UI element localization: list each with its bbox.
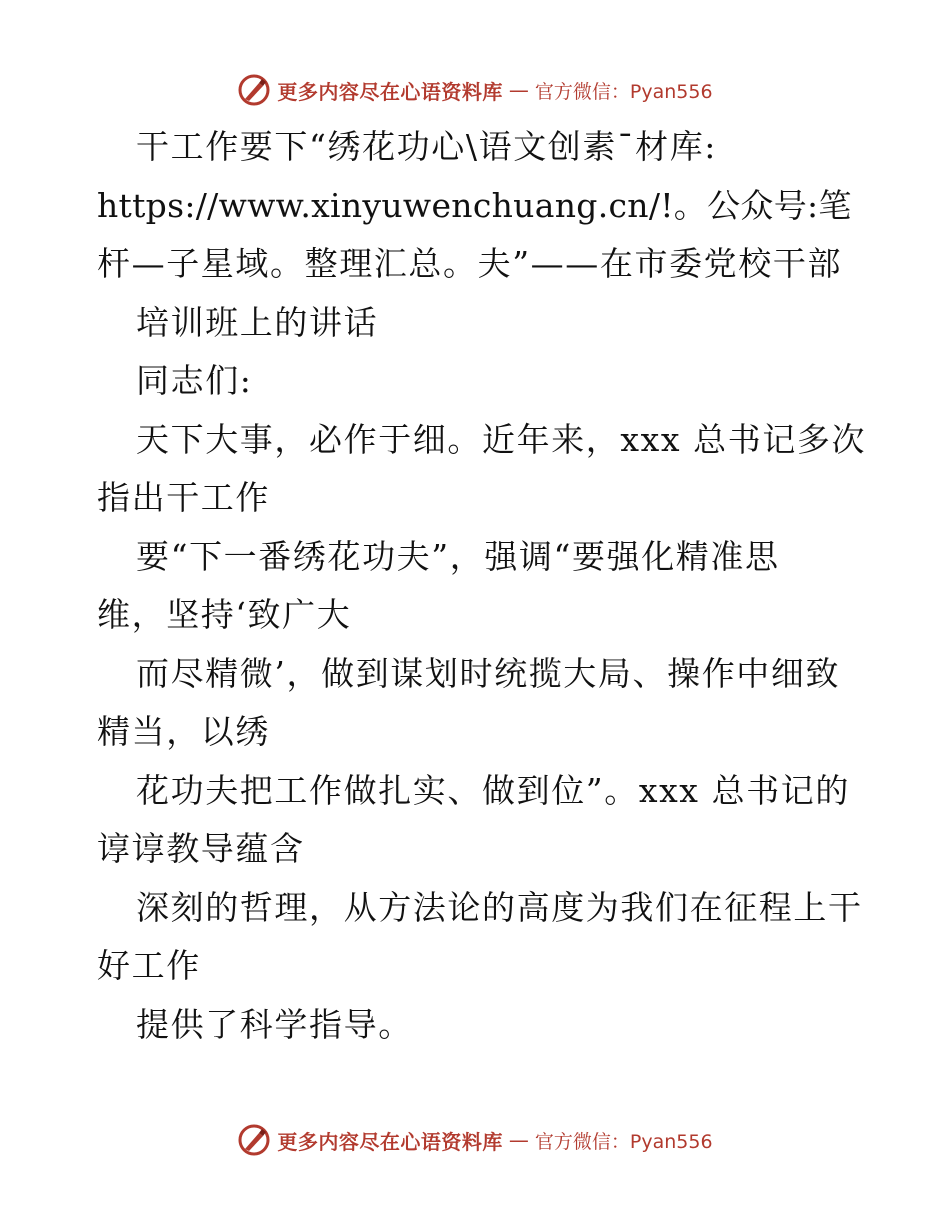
body-line: 杆—子星域。整理汇总。夫”——在市委党校干部 (97, 244, 843, 283)
body-line: 干工作要下“绣花功心\语文创素¯材库: (136, 127, 718, 166)
footer-banner-separator: — (508, 1128, 529, 1152)
body-line: 花功夫把工作做扎实、做到位”。xxx 总书记的 (136, 770, 850, 810)
body-line: 提供了科学指导。 (136, 1004, 413, 1044)
document-body (97, 118, 867, 1054)
footer-banner-text: 更多内容尽在心语资料库 (277, 1129, 503, 1154)
body-line: 指出干工作 (97, 478, 270, 517)
header-banner-separator: — (508, 78, 529, 102)
body-line: 精当，以绣 (97, 712, 270, 751)
header-banner-text: 更多内容尽在心语资料库 (277, 79, 503, 104)
body-line: 谆谆教导蕴含 (97, 829, 305, 868)
header-banner (0, 70, 950, 110)
body-line: 天下大事，必作于细。近年来，xxx 总书记多次 (136, 419, 867, 459)
footer-banner-wechat: 官方微信：Pyan556 (534, 1130, 713, 1153)
body-line: 同志们: (136, 361, 253, 400)
pen-logo-icon (237, 73, 271, 107)
header-banner-wechat: 官方微信：Pyan556 (534, 80, 713, 103)
body-line: 而尽精微’，做到谋划时统揽大局、操作中细致 (136, 653, 841, 693)
body-line: 要“下一番绣花功夫”，强调“要强化精准思 (136, 536, 780, 576)
body-line: 深刻的哲理，从方法论的高度为我们在征程上干 (136, 887, 863, 927)
body-line: 好工作 (97, 946, 201, 985)
footer-banner (0, 1120, 950, 1160)
body-line: 培训班上的讲话 (136, 302, 379, 342)
pen-logo-icon (237, 1123, 271, 1157)
body-line: 维，坚持‘致广大 (97, 595, 352, 634)
body-line: https://www.xinyuwenchuang.cn/!。公众号:笔 (97, 185, 852, 225)
